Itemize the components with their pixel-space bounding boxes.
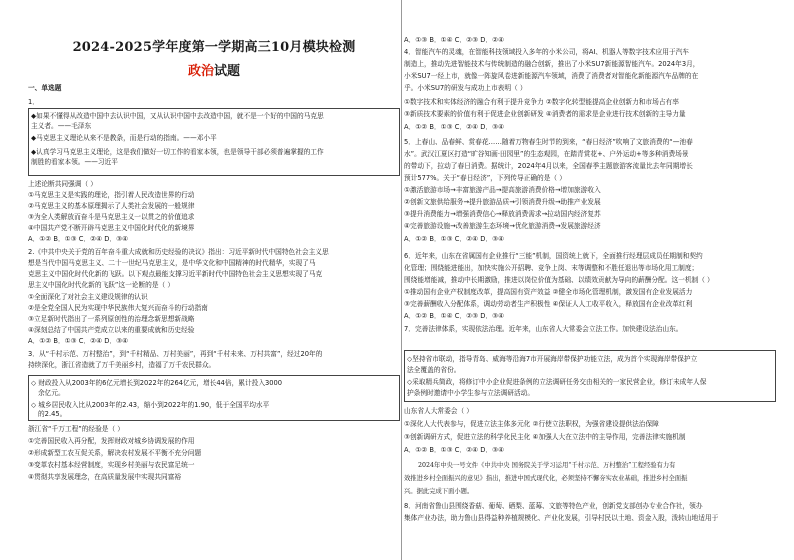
- right-line: ①激活旅游市场→丰富旅游产品→提高旅游消费价格→增加旅游收入: [404, 186, 601, 194]
- left-line: 浙江省“千万工程”的经验是（ ）: [28, 425, 124, 433]
- right-line: ①数字技术和实体经济的融合有利于提升竞争力 ②数字化转型能提高企业创新力和市场占有率: [404, 98, 679, 106]
- left-line: 2.《中共中央关于党的百年奋斗重大成就和历史经验的决议》指出：习近平新时代中国特色社会主义思: [28, 248, 329, 256]
- data-line: ◇ 城乡居民收入比从2003年的2.43，缩小到2022年的1.90，低于全国平均水平: [31, 401, 270, 409]
- left-line: ④中国共产党不断开辟马克思主义中国化时代化的新境界: [28, 224, 195, 232]
- data-line: 余亿元。: [38, 389, 65, 397]
- right-line: 6．近年来，山东在省属国有企业推行“三能”机制，国资统上就下，全面推行经理层成员任期制和契约: [404, 252, 703, 260]
- legislation-line: ◇采取精兵简政，将修订中小企业促进条例的立法调研任务交由相关的一家民营企业，修订未成年人保: [407, 378, 707, 386]
- left-line: ④深刻总结了中国共产党成立以来的重要成就和历史经验: [28, 326, 195, 334]
- right-line: A．①② B．①③ C．②④ D．③④: [404, 446, 505, 454]
- left-line: ②马克思主义的基本原理揭示了人类社会发展的一般规律: [28, 202, 195, 210]
- right-line: ③提升消费能力→增强消费信心→释放消费需求→拉动国内经济复苏: [404, 210, 601, 218]
- right-line: A．①② B．①③ C．②④ D．③④: [404, 235, 505, 243]
- left-line: 1．: [28, 98, 39, 106]
- left-line: 想是当代中国马克思主义、二十一世纪马克思主义，是中华文化和中国精神的时代精华，实现了马: [28, 259, 316, 267]
- data-line: 的2.45。: [38, 410, 67, 418]
- legislation-line: 法全覆盖的省份。: [407, 366, 461, 374]
- right-line: 集体产业办法，助力鲁山县得益种养植规模化、产业化发展，引导村民以土地、资金入股，泼转山地适用于: [404, 514, 719, 522]
- context-line: 效推进乡村全面振兴的意见》指出，推进中国式现代化，必须坚持不懈夯实农业基础，推进乡村全面振: [404, 475, 688, 482]
- legislation-line: ◇坚持省市联动，指导青岛、威海等沿海7市开展海岸带保护功能立法，成为首个实现海岸带保护立: [407, 355, 698, 363]
- right-line: 化管理；围绕能进能出，加快实施公开招聘、竞争上岗、末等调整和不胜任退出等市场化用工制度；: [404, 264, 699, 272]
- right-line: 的带动下，拉动了春日消费。据统计，2024年4月以来，全国春季主题旅游客流量比去年同期增长: [404, 162, 693, 170]
- left-line: 持续深化，浙江省造就了万千美丽乡村，造福了万千农民群众。: [28, 361, 216, 369]
- right-line: 围绕能增能减，推动中长期激励，推进以岗位价值为基础、以绩效贡献为导向的薪酬分配。这一机制（ ）: [404, 276, 714, 284]
- left-line: ④贯彻共享发展理念，在高质量发展中实现共同富裕: [28, 473, 182, 481]
- right-line: ③完善薪酬收入分配体系，调动劳动者生产积极性 ④保证人人工收平收入，释放国有企业改革红利: [404, 300, 693, 308]
- left-line: ③为全人类解放而奋斗是马克思主义一以贯之的价值追求: [28, 213, 195, 221]
- right-line: ①深化人大代表参与，促进立法主体多元化 ②行使立法职权，为强省建设提供法治保障: [404, 420, 659, 428]
- right-line: 山东省人大常委会（ ）: [404, 407, 473, 415]
- right-line: ④完善旅游设施→改善旅游生态环境→优化旅游消费→发展旅游经济: [404, 222, 601, 230]
- left-line: A．①② B．①③ C．②④ D．③④: [28, 337, 129, 345]
- right-line: 水”。武汉江夏区打造“旷谷知画·田园里”的生态观园，在踏青赏花+、户外运动+等多种消费场景: [404, 150, 689, 158]
- left-line: ①马克思主义是实践的理论，指引着人民改造世界的行动: [28, 191, 195, 199]
- data-line: ◇ 财政投入从2003年的6亿元增长到2022年的264亿元，增长44倍，累计投入3000: [31, 379, 283, 387]
- right-line: 5．上春山、品春鲜、赏春花……随着万物春生时节的到来，“春日经济”吹响了文旅消费的“—池春: [404, 138, 693, 146]
- subject-suffix: 试题: [214, 64, 241, 79]
- right-line: 预计577%。关于“春日经济”，下列传导正确的是（ ）: [404, 174, 566, 182]
- left-line: 思主义中国化时代化新的飞跃”这一论断的是（ ）: [28, 281, 175, 289]
- left-line: A．①② B．①③ C．②④ D．③④: [28, 235, 129, 243]
- left-line: ◆如果不懂得从改造中国中去认识中国，又从认识中国中去改造中国，就不是一个好的中国的马克思: [31, 112, 324, 120]
- left-line: 制胜的看家本领。——习近平: [31, 158, 118, 166]
- right-line: 乎。小米SU7的研发与成功上市表明（ ）: [404, 84, 527, 92]
- right-line: 小米SU7一经上市，就像一阵旋风卷进新能源汽车领域，消费了消费者对智能化新能源汽车品牌的在: [404, 72, 699, 80]
- left-line: ②是全党全国人民为实现中华民族伟大复兴而奋斗的行动指南: [28, 304, 208, 312]
- left-line: ①全面深化了对社会主义建设规律的认识: [28, 293, 148, 301]
- right-line: 4．智能汽车的灵魂，在智能科技领域投入多年的小米公司，将AI、机器人等数字技术应用于汽车: [404, 48, 689, 56]
- context-line: 兴。据此完成下面小题。: [404, 488, 474, 495]
- left-line: ③立足新时代指出了一系列原创性的治理念新思想新战略: [28, 315, 195, 323]
- right-line: 7．完善法律体系，实现依法治理。近年来，山东省人大常委会立法工作。加快建设法治山东。: [404, 325, 683, 333]
- right-line: A．①② B．①④ C．②③ D．③④: [404, 312, 505, 320]
- section-heading: 一、单选题: [28, 84, 62, 92]
- right-line: 8．河南省鲁山县围绕香菇、葡萄、硒梨、蓝莓、文旅等特色产业，创新党支部创办专业合作社，领办: [404, 502, 703, 510]
- context-line: 2024年中央一号文件《中共中央 国务院关于学习运用“千村示范、万村整治”工程经验有力有: [418, 462, 676, 469]
- legislation-line: 护条例时邀请中小学生参与立法调研活动。: [407, 389, 535, 397]
- right-line: ③新质技术要素的价值有利于促进企业创新研发 ④消费者的需求是企业进行技术创新的主导力量: [404, 110, 686, 118]
- subject-title: [28, 60, 400, 79]
- left-line: ◆马克思主义理论从来不是教条，而是行动的指南。——邓小平: [31, 134, 217, 142]
- left-line: ③变革农村基本经营制度，实现乡村美丽与农民富足统一: [28, 461, 195, 469]
- right-line: ②创新文旅供给服务→提升旅游品质→引领消费升级→助推产业发展: [404, 198, 601, 206]
- column-divider: [401, 0, 402, 560]
- right-line: 制造上，推动先进智能技术与传统制造的融合创新，推出了小米SU7新能源智能汽车。2024年3月，: [404, 60, 700, 68]
- left-line: 上述论断共同强调（ ）: [28, 180, 97, 188]
- left-line: 克思主义中国化时代化新的飞跃。以下观点最能支撑习近平新时代中国特色社会主义思想实现了马克: [28, 270, 323, 278]
- left-line: ◆认真学习马克思主义理论，这是我们做好一切工作的看家本领，也是领导干部必须普遍掌握的工作: [31, 148, 324, 156]
- left-line: 3．从“千村示范、万村整治”，到“千村精品、万村美丽”，再到“千村未来、万村共富”，经过20年的: [28, 350, 323, 358]
- right-line: A．①③ B．①④ C．②③ D．②④: [404, 36, 505, 44]
- right-line: ①推动国有企业产权制度改革，提高国有资产效益 ②健全市场化管理机制，激发国有企业发展活力: [404, 288, 693, 296]
- right-line: ③创新调研方式，促进立法的科学化民主化 ④加强人大在立法中的主导作用，完善法律实施机制: [404, 433, 686, 441]
- left-line: ①完善国民收入再分配，发挥财政对城乡协调发展的作用: [28, 437, 195, 445]
- right-line: A．①② B．①③ C．②④ D．③④: [404, 123, 505, 131]
- subject-name: 政治: [187, 64, 214, 79]
- left-line: 主义者。——毛泽东: [31, 122, 92, 130]
- exam-title: 2024-2025学年度第一学期高三10月模块检测: [72, 40, 356, 55]
- left-line: ②形成新型工农互促关系，解决农村发展不平衡不充分问题: [28, 449, 202, 457]
